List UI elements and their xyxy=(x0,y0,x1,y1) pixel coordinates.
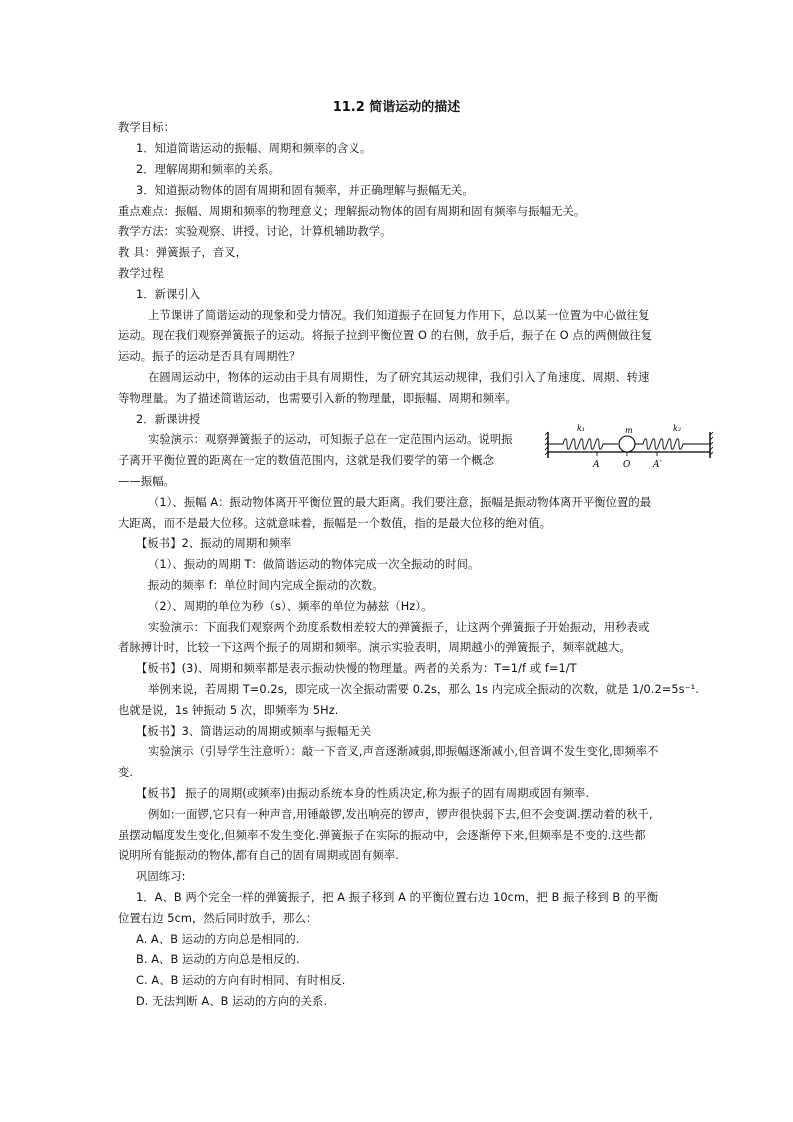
label-m: m xyxy=(625,426,633,435)
text-line: （1）、振幅 A：振动物体离开平衡位置的最大距离。我们要注意，振幅是振动物体离开平衡位置的最 xyxy=(148,496,652,509)
text-line: 3．知道振动物体的固有周期和固有频率，并正确理解与振幅无关。 xyxy=(136,184,474,197)
mass-ball xyxy=(619,436,635,452)
text-line: 实验演示：观察弹簧振子的运动，可知振子总在一定范围内运动。说明振 xyxy=(148,433,513,446)
text-line: 运动。现在我们观察弹簧振子的运动。将振子拉到平衡位置 O 的右侧，放手后，振子在 O 点的两侧做往复 xyxy=(118,329,653,342)
text-line: 实验演示：下面我们观察两个劲度系数相差较大的弹簧振子，让这两个弹簧振子开始振动，用秒表或 xyxy=(148,621,650,634)
text-line: 【板书】(3)、周期和频率都是表示振动快慢的物理量。两者的关系为：T=1/f 或 f=1/T xyxy=(136,662,577,675)
text-line: C. A、B 运动的方向有时相同、有时相反. xyxy=(136,974,346,987)
text-line: 上节课讲了简谐运动的现象和受力情况。我们知道振子在回复力作用下，总以某一位置为中心做往复 xyxy=(148,309,650,322)
text-line: 【板书】3、简谐运动的周期或频率与振幅无关 xyxy=(136,725,372,738)
text-line: 也就是说，1s 钟振动 5 次，即频率为 5Hz. xyxy=(118,704,339,717)
right-spring xyxy=(635,439,710,450)
label-o: O xyxy=(623,460,631,470)
label-a-prime: A′ xyxy=(653,460,662,470)
text-line: 运动。振子的运动是否具有周期性？ xyxy=(118,350,301,363)
text-line: 位置右边 5cm，然后同时放手，那么： xyxy=(118,912,318,925)
text-line: 举例来说，若周期 T=0.2s，即完成一次全振动需要 0.2s，那么 1s 内完成全振动的次数，就是 1/0.2=5s⁻¹. xyxy=(148,683,699,696)
text-line: 2．理解周期和频率的关系。 xyxy=(136,163,281,176)
text-line: 等物理量。为了描述简谐运动，也需要引入新的物理量，即振幅、周期和频率。 xyxy=(118,392,517,405)
label-k2: k₂ xyxy=(673,424,682,433)
text-line: 教学目标： xyxy=(118,121,175,134)
text-line: 者脉搏计时，比较一下这两个振子的周期和频率。演示实验表明，周期越小的弹簧振子，频率就越大。 xyxy=(118,641,631,654)
text-line: 1．新课引入 xyxy=(136,288,201,301)
text-line: 变. xyxy=(118,766,134,779)
text-line: 教学方法：实验观察、讲授、讨论，计算机辅助教学。 xyxy=(118,225,392,238)
spring-oscillator-figure xyxy=(545,422,713,470)
text-line: B. A、B 运动的方向总是相反的. xyxy=(136,953,300,966)
text-line: 虽摆动幅度发生变化,但频率不发生变化.弹簧振子在实际的振动中，会逐渐停下来,但频率是不变的.这些都 xyxy=(118,829,646,842)
text-line: ——振幅。 xyxy=(118,475,175,488)
text-line: （1）、振动的周期 T：做简谐运动的物体完成一次全振动的时间。 xyxy=(148,558,480,571)
text-line: A. A、B 运动的方向总是相同的. xyxy=(136,933,300,946)
text-line: 实验演示（引导学生注意听）：敲一下音叉,声音逐渐减弱,即振幅逐渐减小,但音调不发生变化,即频率不 xyxy=(148,745,659,758)
label-a: A xyxy=(593,460,600,470)
text-line: 例如:一面锣,它只有一种声音,用锤敲锣,发出响亮的锣声，锣声很快弱下去,但不会变调.摆动着的秋千, xyxy=(148,808,653,821)
page-title: 11.2 简谐运动的描述 xyxy=(332,100,461,115)
text-line: （2）、周期的单位为秒（s）、频率的单位为赫兹（Hz）。 xyxy=(148,600,433,613)
text-line: 大距离，而不是最大位移。这就意味着，振幅是一个数值，指的是最大位移的绝对值。 xyxy=(118,517,552,530)
text-line: 振动的频率 f：单位时间内完成全振动的次数。 xyxy=(148,579,384,592)
text-line: 巩固练习: xyxy=(136,870,186,883)
text-line: 【板书】 振子的周期(或频率)由振动系统本身的性质决定,称为振子的固有周期或固有频率. xyxy=(136,787,590,800)
label-k1: k₁ xyxy=(577,424,586,433)
text-line: 重点难点：振幅、周期和频率的物理意义；理解振动物体的固有周期和固有频率与振幅无关。 xyxy=(118,205,586,218)
text-line: 2．新课讲授 xyxy=(136,413,201,426)
text-line: 【板书】2、振动的周期和频率 xyxy=(136,537,292,550)
right-wall xyxy=(710,432,713,458)
text-line: 子离开平衡位置的距离在一定的数值范围内，这就是我们要学的第一个概念 xyxy=(118,454,495,467)
text-line: D. 无法判断 A、B 运动的方向的关系. xyxy=(136,995,328,1008)
text-line: 教 具：弹簧振子，音叉， xyxy=(118,246,248,259)
text-line: 1．知道简谐运动的振幅、周期和频率的含义。 xyxy=(136,142,372,155)
text-line: 在圆周运动中，物体的运动由于具有周期性，为了研究其运动规律，我们引入了角速度、周期、转速 xyxy=(148,371,650,384)
text-line: 说明所有能振动的物体,都有自己的固有周期或固有频率. xyxy=(118,849,399,862)
text-line: 教学过程 xyxy=(118,267,164,280)
left-spring xyxy=(548,439,618,450)
text-line: 1．A、B 两个完全一样的弹簧振子，把 A 振子移到 A 的平衡位置右边 10cm，把 B 振子移到 B 的平衡 xyxy=(136,891,659,904)
left-wall xyxy=(545,432,548,458)
